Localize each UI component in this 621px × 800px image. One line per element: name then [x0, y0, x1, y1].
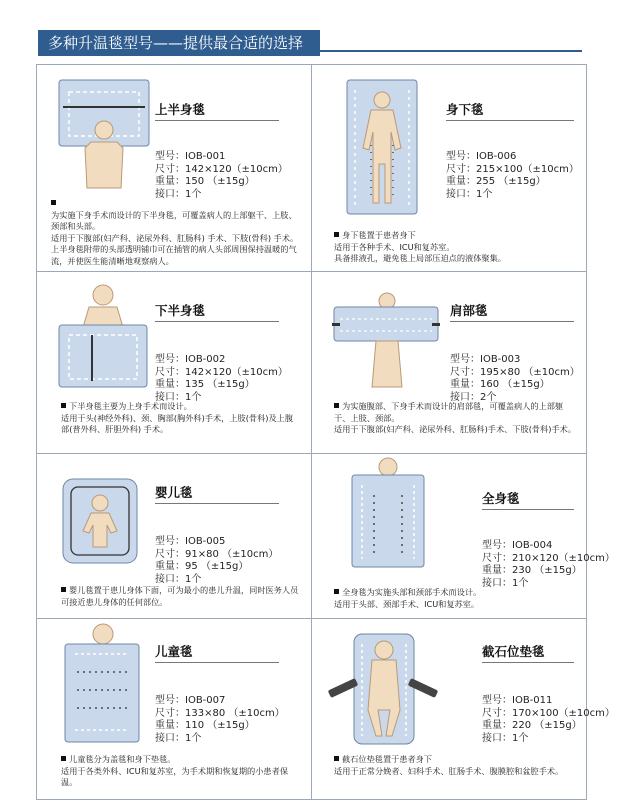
infant-blanket-illustration [61, 477, 141, 567]
product-card-lithotomy [312, 618, 615, 799]
bullet-icon [61, 587, 66, 592]
full-body-blanket-illustration [348, 455, 428, 570]
product-card-lower-body [37, 271, 311, 453]
product-description: 截石位垫毯置于患者身下 适用于正常分娩者、妇科手术、肛肠手术、腹膜腔和盆腔手术。 [334, 754, 564, 776]
product-title: 儿童毯 [155, 644, 193, 659]
product-specs: 型号：IOB-006 尺寸：215×100（±10cm） 重量：255 （±15g） 接口：1个 [446, 151, 579, 200]
title-underline [155, 503, 279, 504]
product-description: 下半身毯主要为上身手术而设计。 适用于头(神经外科)、颈、胸部(胸外科)手术，上肢(骨科)及上腹部(普外科、肝胆外科) 手术。 [61, 401, 294, 434]
product-title: 身下毯 [446, 102, 484, 117]
product-title: 肩部毯 [450, 303, 488, 318]
product-title: 婴儿毯 [155, 485, 193, 500]
product-card-full-body [312, 453, 615, 618]
lithotomy-blanket-illustration [328, 624, 438, 749]
product-description: 儿童毯分为盖毯和身下垫毯。 适用于各类外科、ICU和复苏室，为手术期和恢复期的小患者保温。 [61, 754, 289, 787]
product-specs: 型号：IOB-001 尺寸：142×120（±10cm） 重量：150 （±15g） 接口：1个 [155, 151, 288, 200]
product-card-upper-body [37, 64, 311, 271]
child-blanket-illustration [63, 620, 143, 745]
bullet-icon [334, 589, 339, 594]
product-card-shoulder [312, 271, 586, 453]
bullet-icon [51, 200, 56, 205]
title-rule [320, 50, 582, 52]
product-specs: 型号：IOB-003 尺寸：195×80 （±10cm） 重量：160 （±15g） 接口：2个 [450, 354, 580, 403]
product-description: 为实施下身手术而设计的下半身毯，可覆盖病人的上部躯干、上肢、颈部和头部。 适用于下腹部(妇产科、泌尿外科、肛肠科) 手术、下肢(骨科) 手术。 上半身毯附带的头部透明铺巾可在插管的病人头部周围保持温暖的气流，并使医生能清晰地观察病人。 [51, 198, 301, 267]
bullet-icon [334, 232, 339, 237]
title-underline [155, 662, 279, 663]
underbody-blanket-illustration [345, 78, 420, 218]
bullet-icon [61, 756, 66, 761]
product-specs: 型号：IOB-007 尺寸：133×80 （±10cm） 重量：110 （±15g） 接口：1个 [155, 695, 285, 744]
page-title: 多种升温毯型号——提供最合适的选择 [38, 30, 320, 56]
product-card-underbody [312, 64, 586, 271]
product-description: 婴儿毯置于患儿身体下面，可为最小的患儿升温，同时医务人员可接近患儿身体的任何部位。 [61, 585, 299, 607]
product-title: 上半身毯 [155, 102, 206, 117]
upper-body-blanket-illustration [57, 78, 157, 198]
product-specs: 型号：IOB-004 尺寸：210×120（±10cm） 重量：230 （±15g） 接口：1个 [482, 540, 615, 589]
shoulder-blanket-illustration [332, 291, 442, 391]
product-title: 下半身毯 [155, 303, 206, 318]
product-specs: 型号：IOB-005 尺寸：91×80 （±10cm） 重量：95 （±15g） 接口：1个 [155, 536, 279, 585]
product-specs: 型号：IOB-011 尺寸：170×100（±10cm） 重量：220 （±15g） 接口：1个 [482, 695, 615, 744]
bullet-icon [334, 403, 339, 408]
product-description: 身下毯置于患者身下 适用于各种手术、ICU和复苏室。 具备排液孔，避免毯上局部压迫点的液体聚集。 [334, 230, 506, 263]
title-underline [446, 120, 574, 121]
title-underline [482, 509, 574, 510]
product-title: 全身毯 [482, 491, 520, 506]
title-underline [482, 662, 574, 663]
product-card-infant [37, 453, 311, 618]
lower-body-blanket-illustration [57, 281, 157, 391]
product-description: 全身毯为实施头部和颈部手术而设计。 适用于头部、颈部手术、ICU和复苏室。 [334, 587, 482, 609]
title-underline [450, 321, 574, 322]
product-description: 为实施腹部、下身手术而设计的肩部毯，可覆盖病人的上部躯干、上肢、颈部。 适用于下腹部(妇产科、泌尿外科、肛肠科)手术、下肢(骨科)手术。 [334, 401, 577, 434]
product-grid [36, 64, 615, 800]
product-card-child [37, 618, 311, 799]
product-title: 截石位垫毯 [482, 644, 545, 659]
bullet-icon [61, 403, 66, 408]
title-underline [155, 321, 279, 322]
product-specs: 型号：IOB-002 尺寸：142×120（±10cm） 重量：135 （±15g） 接口：1个 [155, 354, 288, 403]
title-underline [155, 120, 279, 121]
bullet-icon [334, 756, 339, 761]
